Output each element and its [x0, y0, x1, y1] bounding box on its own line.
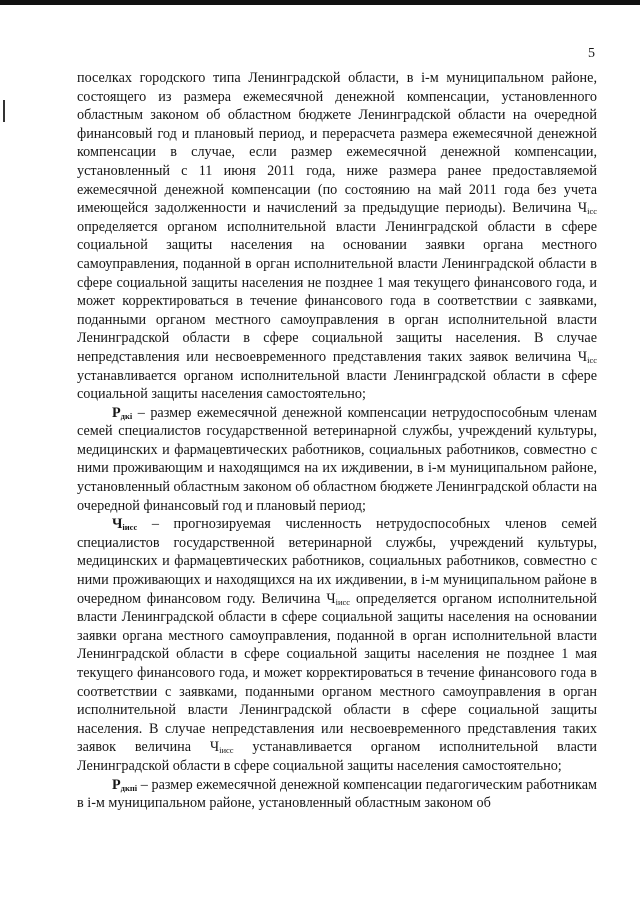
symbol-subscript: icc: [587, 206, 597, 217]
text-run: – размер ежемесячной денежной компенсации педагогическим работникам в i-м муниципальном районе, установленный областным законом об: [77, 776, 597, 812]
top-border-line: [0, 0, 640, 5]
formula-term: [112, 777, 137, 793]
formula-term: [112, 516, 137, 532]
text-run: определяется органом исполнительной власти Ленинградской области в сфере социальной защиты населения на основании заявки органа местного самоуправления, поданной в орган исполнительной власти Ленинградской области в сфере социальной защиты населения не позднее 1 мая текущего финансового года, и может корректироваться в течение финансового года в соответствии с заявками, поданными органом местного самоуправления в орган исполнительной власти Ленинградской области в сфере социальной защиты населения. В случае непредставления или несвоевременного представления таких заявок величина: [77, 218, 597, 365]
symbol-subscript: iисс: [335, 596, 351, 607]
paragraph: [77, 404, 597, 516]
symbol-subscript: iисс: [219, 745, 234, 756]
symbol-letter: Ч: [209, 739, 220, 756]
page-number: 5: [588, 46, 595, 61]
text-run: – прогнозируемая численность нетрудоспособных членов семей специалистов государственной ветеринарной службы, учреждений культуры, медицинских и фармацевтических работников, социальных работников, совместно с ними проживающих и находящихся на их иждивении, в i-м муниципальном районе в очередном финансовом году. Величина: [77, 516, 597, 607]
symbol-letter: Р: [112, 776, 121, 793]
scan-margin-mark: [3, 100, 5, 122]
symbol-subscript: iисс: [122, 522, 138, 533]
formula-symbol: [210, 739, 234, 755]
paragraph: [77, 776, 597, 813]
symbol-letter: Ч: [112, 516, 123, 533]
symbol-subscript: дкпi: [120, 782, 138, 793]
formula-symbol: [578, 200, 597, 216]
symbol-letter: Ч: [326, 590, 336, 607]
symbol-letter: Ч: [577, 348, 588, 365]
paragraph: [77, 515, 597, 775]
paragraph: [77, 69, 597, 404]
text-run: определяется органом исполнительной власти Ленинградской области в сфере социальной защиты населения на основании заявки органа местного самоуправления, поданной в орган исполнительной власти Ленинградской области в сфере социальной защиты населения не позднее 1 мая текущего финансового года, и может корректироваться в течение финансового года в соответствии с заявками, поданными органом местного самоуправления в орган исполнительной власти Ленинградской области в сфере социальной защиты населения. В случае непредставления или несвоевременного представления таких заявок величина: [77, 590, 597, 756]
symbol-subscript: дкi: [120, 410, 133, 421]
text-run: – размер ежемесячной денежной компенсации нетрудоспособным членам семей специалистов государственной ветеринарной службы, учреждений культуры, медицинских и фармацевтических работников, социальных работников, совместно с ними проживающим и находящимся на их иждивении, в i-м муниципальном районе, установленный областным законом об областном бюджете Ленинградской области на очередной финансовый год и плановый период;: [77, 404, 597, 514]
formula-term: [112, 405, 132, 421]
symbol-letter: Р: [112, 404, 121, 421]
formula-symbol: [326, 591, 350, 607]
formula-symbol: [578, 349, 597, 365]
symbol-subscript: icc: [587, 354, 597, 365]
text-run: поселках городского типа Ленинградской области, в i-м муниципальном районе, состоящего из размера ежемесячной денежной компенсации, установленного областным законом об областном бюджете Ленинградской области на очередной финансовый год и плановый период, и перерасчета размера ежемесячной денежной компенсации в случае, если размер ежемесячной денежной компенсации, установленный с 11 июня 2011 года, ниже размера ранее предоставляемой ежемесячной денежной компенсации (по состоянию на май 2011 года без учета имеющейся задолженности и начислений за предыдущие периоды). Величина: [77, 70, 597, 217]
symbol-letter: Ч: [577, 200, 588, 217]
document-body: [77, 69, 597, 813]
text-run: устанавливается органом исполнительной власти Ленинградской области в сфере социальной защиты населения самостоятельно;: [77, 739, 598, 774]
text-run: устанавливается органом исполнительной власти Ленинградской области в сфере социальной защиты населения самостоятельно;: [77, 367, 597, 403]
